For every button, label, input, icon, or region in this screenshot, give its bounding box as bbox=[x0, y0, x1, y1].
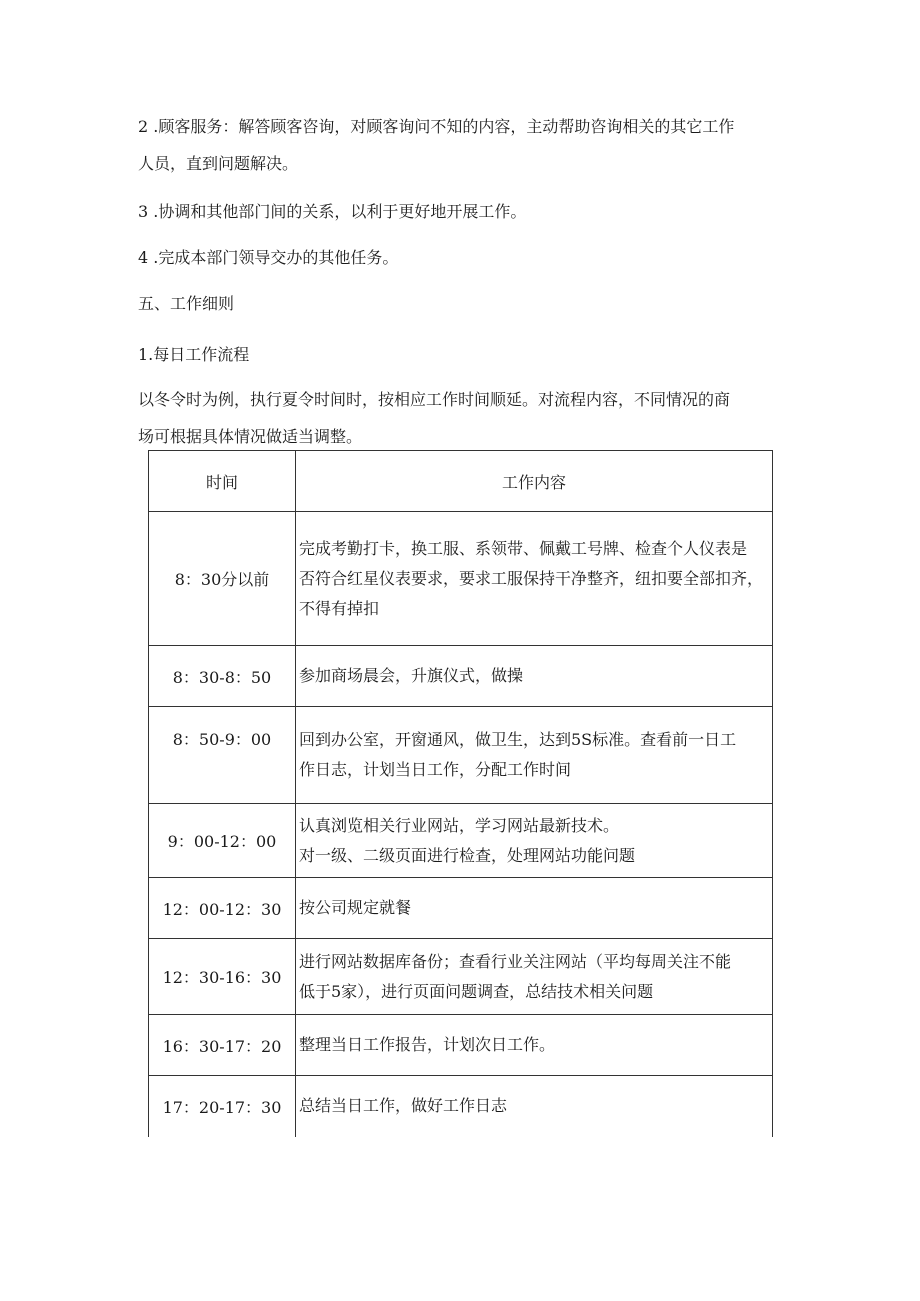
table-row bbox=[149, 939, 773, 1015]
content-line: 按公司规定就餐 bbox=[299, 898, 412, 917]
table-row bbox=[149, 512, 773, 646]
header-time: 时间 bbox=[149, 451, 296, 512]
paragraph-intro bbox=[138, 381, 788, 455]
row-time: 16：30-17：20 bbox=[149, 1015, 296, 1076]
row-content bbox=[296, 1015, 773, 1076]
row-content bbox=[296, 804, 773, 878]
row-time: 8：50-9：00 bbox=[149, 707, 296, 804]
paragraph-line: 以冬令时为例，执行夏令时间时，按相应工作时间顺延。对流程内容，不同情况的商 bbox=[138, 390, 731, 409]
paragraph-line: 场可根据具体情况做适当调整。 bbox=[138, 427, 363, 446]
row-content bbox=[296, 512, 773, 646]
paragraph-customer-service bbox=[138, 108, 788, 182]
table-row bbox=[149, 1076, 773, 1137]
table-row bbox=[149, 804, 773, 878]
content-line: 回到办公室，开窗通风，做卫生，达到5S标准。查看前一日工 bbox=[299, 730, 737, 749]
content-line: 参加商场晨会，升旗仪式，做操 bbox=[299, 666, 524, 685]
subsection-heading: 1.每日工作流程 bbox=[138, 345, 250, 364]
paragraph-line: 人员，直到问题解决。 bbox=[138, 154, 299, 173]
paragraph-line: 2 .顾客服务：解答顾客咨询，对顾客询问不知的内容，主动帮助咨询相关的其它工作 bbox=[138, 117, 735, 136]
table-row bbox=[149, 707, 773, 804]
row-time: 9：00-12：00 bbox=[149, 804, 296, 878]
content-line: 低于5家），进行页面问题调查，总结技术相关问题 bbox=[299, 981, 654, 1001]
content-line: 总结当日工作，做好工作日志 bbox=[299, 1096, 508, 1116]
row-content bbox=[296, 707, 773, 804]
content-line: 不得有掉扣 bbox=[299, 598, 380, 618]
content-line: 进行网站数据库备份；查看行业关注网站（平均每周关注不能 bbox=[299, 951, 732, 971]
row-time: 12：00-12：30 bbox=[149, 878, 296, 939]
table-header-row bbox=[149, 451, 773, 512]
table-row bbox=[149, 646, 773, 707]
paragraph-coordination: 3 .协调和其他部门间的关系，以利于更好地开展工作。 bbox=[138, 202, 527, 221]
paragraph-other-tasks: 4 .完成本部门领导交办的其他任务。 bbox=[138, 248, 399, 267]
row-content bbox=[296, 878, 773, 939]
table-row bbox=[149, 1015, 773, 1076]
row-content bbox=[296, 939, 773, 1015]
content-line: 作日志，计划当日工作，分配工作时间 bbox=[299, 760, 572, 779]
daily-schedule-table bbox=[148, 450, 773, 1137]
row-content bbox=[296, 646, 773, 707]
content-line: 对一级、二级页面进行检查，处理网站功能问题 bbox=[299, 845, 636, 865]
row-time: 17：20-17：30 bbox=[149, 1076, 296, 1137]
row-time: 12：30-16：30 bbox=[149, 939, 296, 1015]
row-time: 8：30-8：50 bbox=[149, 646, 296, 707]
header-content: 工作内容 bbox=[296, 451, 773, 512]
content-line: 整理当日工作报告，计划次日工作。 bbox=[299, 1035, 556, 1054]
table-row bbox=[149, 878, 773, 939]
content-line: 完成考勤打卡，换工服、系领带、佩戴工号牌、检查个人仪表是 bbox=[299, 538, 748, 558]
row-time: 8：30分以前 bbox=[149, 512, 296, 646]
row-content bbox=[296, 1076, 773, 1137]
content-line: 否符合红星仪表要求，要求工服保持干净整齐，纽扣要全部扣齐， bbox=[299, 568, 764, 588]
section-heading: 五、工作细则 bbox=[138, 294, 235, 313]
content-line: 认真浏览相关行业网站，学习网站最新技术。 bbox=[299, 815, 620, 835]
